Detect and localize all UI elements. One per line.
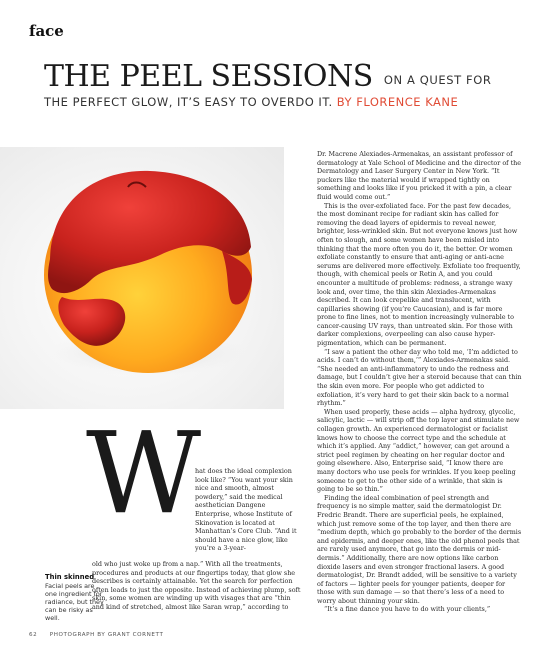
- drop-cap: W: [86, 409, 202, 539]
- peach-illustration: [0, 147, 284, 409]
- headline-kicker: ON A QUEST FOR: [383, 73, 492, 87]
- intro-lines: [195, 467, 301, 553]
- page-number: 62: [29, 632, 38, 638]
- headline: [44, 59, 524, 109]
- byline: BY FLORENCE KANE: [336, 95, 459, 109]
- peach-photo: [0, 147, 284, 409]
- photo-credit: PHOTOGRAPH BY GRANT CORNETT: [49, 632, 164, 638]
- paragraph: Dr. Macrene Alexiades-Armenakas, an assistant professor of dermatology at Yale School of Medicine and the director of the Dermatology and Laser Surgery Center in New York. “It puckers like the material would if wrapped tightly on something and looks like if you pricked it with a pin, a clear fluid would come out.”: [317, 150, 522, 201]
- headline-subline: THE PERFECT GLOW, IT’S EASY TO OVERDO IT.: [44, 95, 333, 109]
- section-label: face: [29, 22, 64, 40]
- caption-title: Thin skinned: [45, 573, 95, 581]
- headline-title-line: [44, 59, 524, 95]
- intro-text: hat does the ideal complexion look like? “You want your skin nice and smooth, almost powdery,” said the medical aesthetician Dangene Enterprise, whose Institute of Skinovation is located at Manhattan’s Core Club. “And it should have a nice glow, like you’re a 3-year-: [195, 467, 297, 553]
- headline-title: THE PEEL SESSIONS: [44, 59, 373, 94]
- left-body: [92, 560, 302, 612]
- page-footer: [29, 632, 163, 638]
- paragraph: “It’s a fine dance you have to do with your clients,”: [324, 605, 491, 614]
- right-column: [317, 150, 522, 614]
- paragraph: Finding the ideal combination of peel strength and frequency is no simple matter, said the dermatologist Dr. Fredric Brandt. There are superficial peels, he explained, which just remove some of the top layer, and then there are “medium depth, which go probably to the border of the dermis and epidermis, and deeper ones, like the old phenol peels that are rarely used anymore, that go into the dermis or mid-dermis.” Additionally, there are now options like carbon dioxide lasers and even stronger fractional lasers. A good dermatologist, Dr. Brandt added, will be sensitive to a variety of factors — lighter peels for younger patients, deeper for those with sun damage — so that there’s less of a need to worry about thinning your skin.: [317, 493, 522, 605]
- paragraph: When used properly, these acids — alpha hydroxy, glycolic, salicylic, lactic — will strip off the top layer and stimulate new collagen growth. An experienced dermatologist or facialist knows how to choose the correct type and the schedule at which it’s applied. Any “addict,” however, can get around a strict peel regimen by cheating on her regular doctor and going elsewhere. Also, Enterprise said, “I know there are many doctors who use peels for wrinkles. If you keep peeling someone to get to the other side of a wrinkle, that skin is going to be so thin.”: [317, 407, 520, 494]
- left-body-text: old who just woke up from a nap.” With all the treatments, procedures and products at our fingertips today, that glow she describes is certainly attainable. Yet the search for perfection often leads to just the opposite. Instead of achieving plump, soft skin, some women are winding up with visages that are “thin and kind of stretched, almost like Saran wrap,” according to: [92, 560, 301, 611]
- paragraph: “I saw a patient the other day who told me, ‘I’m addicted to acids. I can’t do without them,’” Alexiades-Armenakas said. “She needed an anti-inflammatory to undo the redness and damage, but I couldn’t give her a steroid because that can thin the skin even more. For people who get addicted to exfoliation, it’s very hard to get their skin back to a normal rhythm.”: [317, 347, 522, 408]
- paragraph: This is the over-exfoliated face. For the past few decades, the most dominant recipe for radiant skin has called for removing the dead layers of epidermis to reveal newer, brighter, less-wrinkled skin. But not everyone knows just how often to slough, and some women have been misled into thinking that the more often you do it, the better. Or women exfoliate constantly to ensure that anti-aging or anti-acne serums are delivered more effectively. Exfoliate too frequently, though, with chemical peels or Retin A, and you could encounter a multitude of problems: redness, a strange waxy look and, over time, the thin skin Alexiades-Armenakas described. It can look crepelike and translucent, with capillaries showing (if you’re Caucasian), and is far more prone to fine lines, not to mention increasingly vulnerable to cancer-causing UV rays, than untreated skin. For those with darker complexions, overpeeling can also cause hyper-pigmentation, which can be permanent.: [317, 201, 521, 348]
- headline-subline-line: [44, 95, 524, 109]
- photo-caption: [45, 573, 107, 622]
- caption-body: Facial peels are one ingredient for radiance, but they can be risky as well.: [45, 582, 104, 622]
